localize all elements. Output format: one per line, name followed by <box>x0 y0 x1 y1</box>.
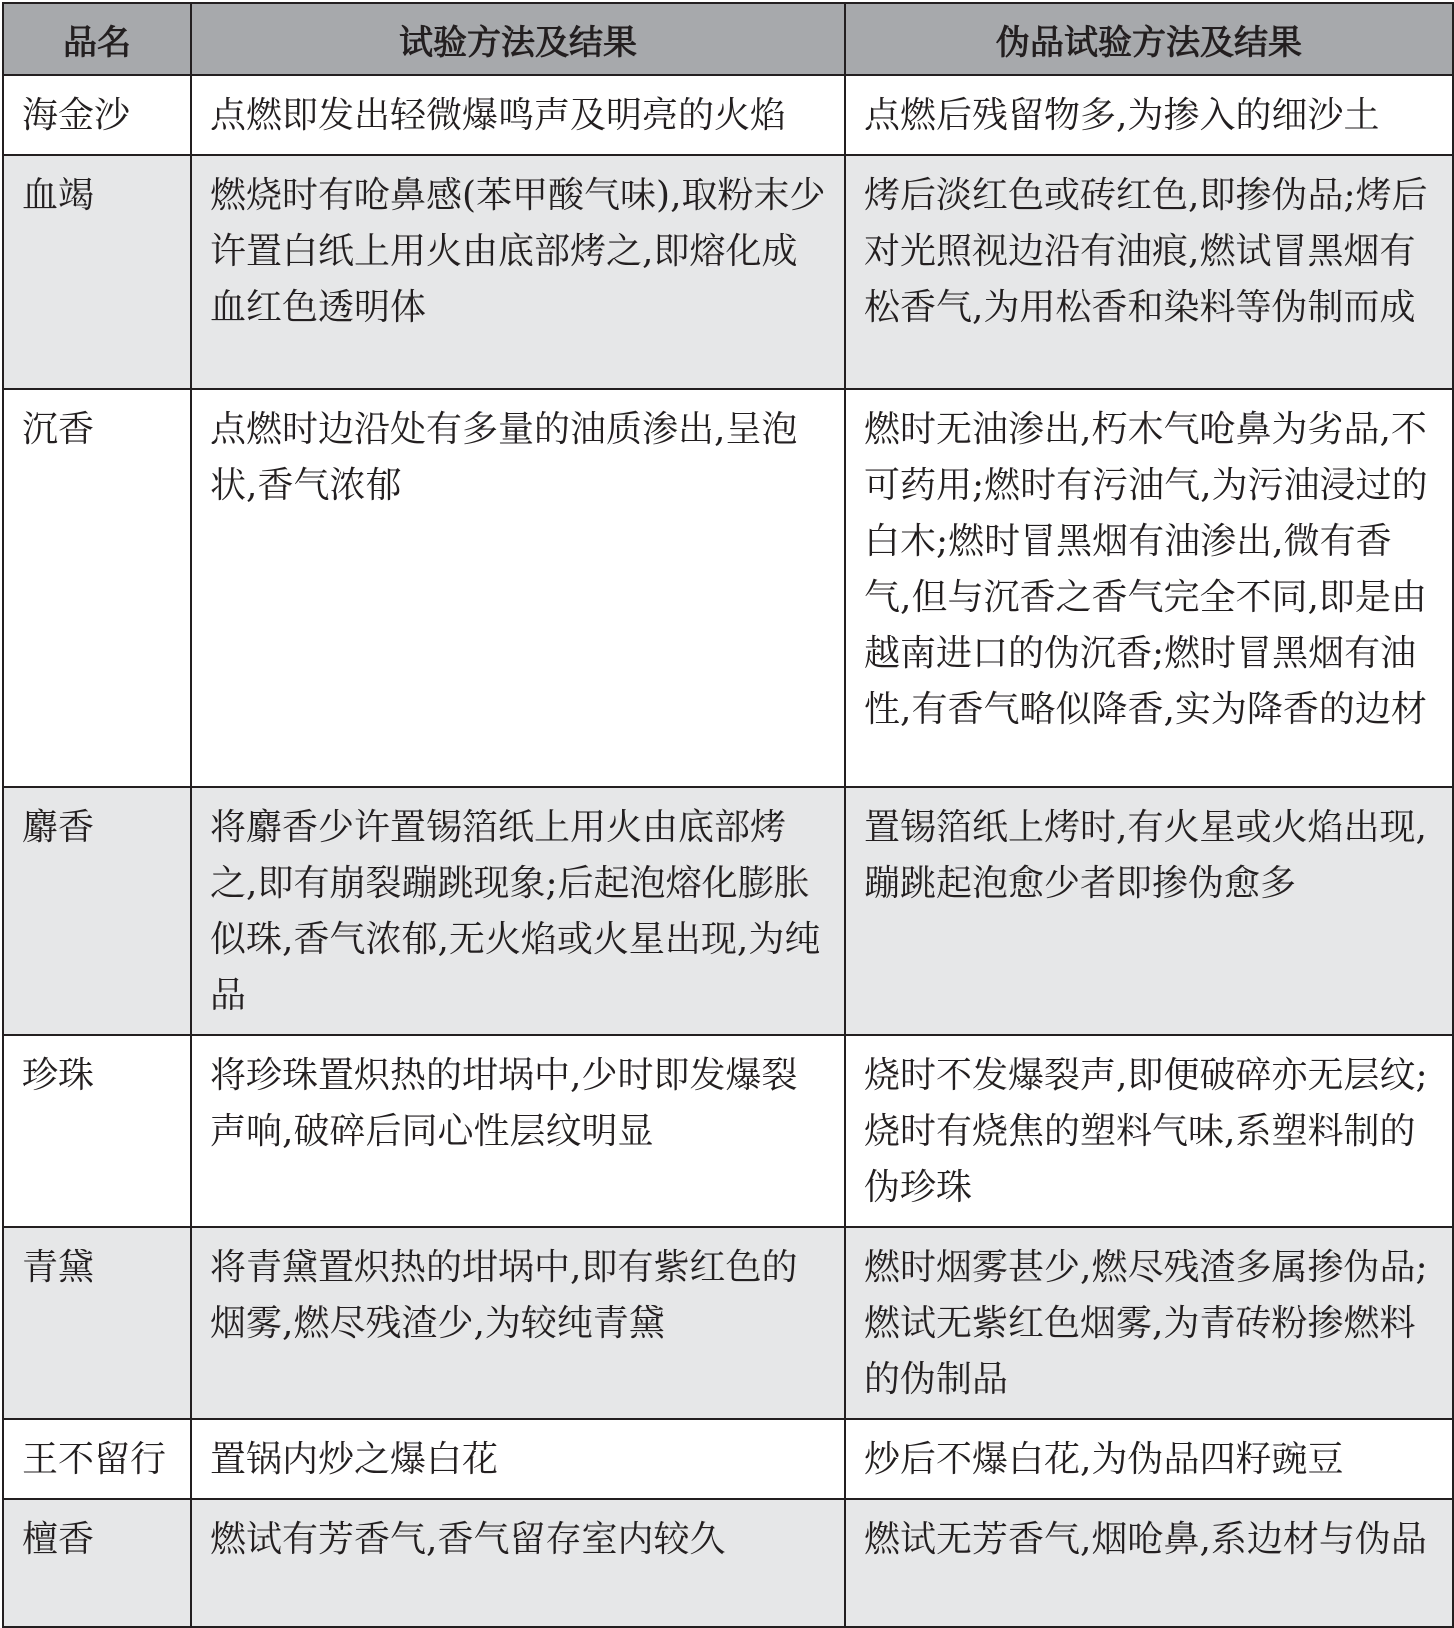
row-name: 血竭 <box>3 155 191 389</box>
row-method: 点燃即发出轻微爆鸣声及明亮的火焰 <box>191 75 845 155</box>
row-name: 麝香 <box>3 787 191 1035</box>
row-fake: 燃时无油渗出,朽木气呛鼻为劣品,不可药用;燃时有污油气,为污油浸过的白木;燃时冒黑烟有油渗出,微有香气,但与沉香之香气完全不同,即是由越南进口的伪沉香;燃时冒黑烟有油性,有香气略似降香,实为降香的边材 <box>845 389 1453 787</box>
header-method: 试验方法及结果 <box>191 3 845 75</box>
table-row <box>3 787 1453 1035</box>
table-row <box>3 389 1453 787</box>
row-fake: 炒后不爆白花,为伪品四籽豌豆 <box>845 1419 1453 1499</box>
table-row <box>3 75 1453 155</box>
table-row <box>3 1499 1453 1627</box>
row-fake: 烤后淡红色或砖红色,即掺伪品;烤后对光照视边沿有油痕,燃试冒黑烟有松香气,为用松香和染料等伪制而成 <box>845 155 1453 389</box>
header-row <box>3 3 1453 75</box>
row-fake: 点燃后残留物多,为掺入的细沙土 <box>845 75 1453 155</box>
row-fake: 烧时不发爆裂声,即便破碎亦无层纹;烧时有烧焦的塑料气味,系塑料制的伪珍珠 <box>845 1035 1453 1227</box>
row-fake: 燃试无芳香气,烟呛鼻,系边材与伪品 <box>845 1499 1453 1627</box>
comparison-table <box>2 2 1454 1628</box>
row-name: 沉香 <box>3 389 191 787</box>
row-method: 将珍珠置炽热的坩埚中,少时即发爆裂声响,破碎后同心性层纹明显 <box>191 1035 845 1227</box>
row-method: 将青黛置炽热的坩埚中,即有紫红色的烟雾,燃尽残渣少,为较纯青黛 <box>191 1227 845 1419</box>
row-method: 燃烧时有呛鼻感(苯甲酸气味),取粉末少许置白纸上用火由底部烤之,即熔化成血红色透明体 <box>191 155 845 389</box>
row-name: 王不留行 <box>3 1419 191 1499</box>
row-method: 将麝香少许置锡箔纸上用火由底部烤之,即有崩裂蹦跳现象;后起泡熔化膨胀似珠,香气浓郁,无火焰或火星出现,为纯品 <box>191 787 845 1035</box>
row-method: 燃试有芳香气,香气留存室内较久 <box>191 1499 845 1627</box>
table-row <box>3 1035 1453 1227</box>
row-name: 檀香 <box>3 1499 191 1627</box>
row-method: 置锅内炒之爆白花 <box>191 1419 845 1499</box>
row-fake: 燃时烟雾甚少,燃尽残渣多属掺伪品;燃试无紫红色烟雾,为青砖粉掺燃料的伪制品 <box>845 1227 1453 1419</box>
row-method: 点燃时边沿处有多量的油质渗出,呈泡状,香气浓郁 <box>191 389 845 787</box>
header-name: 品名 <box>3 3 191 75</box>
table-row <box>3 155 1453 389</box>
row-name: 海金沙 <box>3 75 191 155</box>
table-row <box>3 1227 1453 1419</box>
row-fake: 置锡箔纸上烤时,有火星或火焰出现,蹦跳起泡愈少者即掺伪愈多 <box>845 787 1453 1035</box>
row-name: 青黛 <box>3 1227 191 1419</box>
header-fake-method: 伪品试验方法及结果 <box>845 3 1453 75</box>
table-row <box>3 1419 1453 1499</box>
row-name: 珍珠 <box>3 1035 191 1227</box>
